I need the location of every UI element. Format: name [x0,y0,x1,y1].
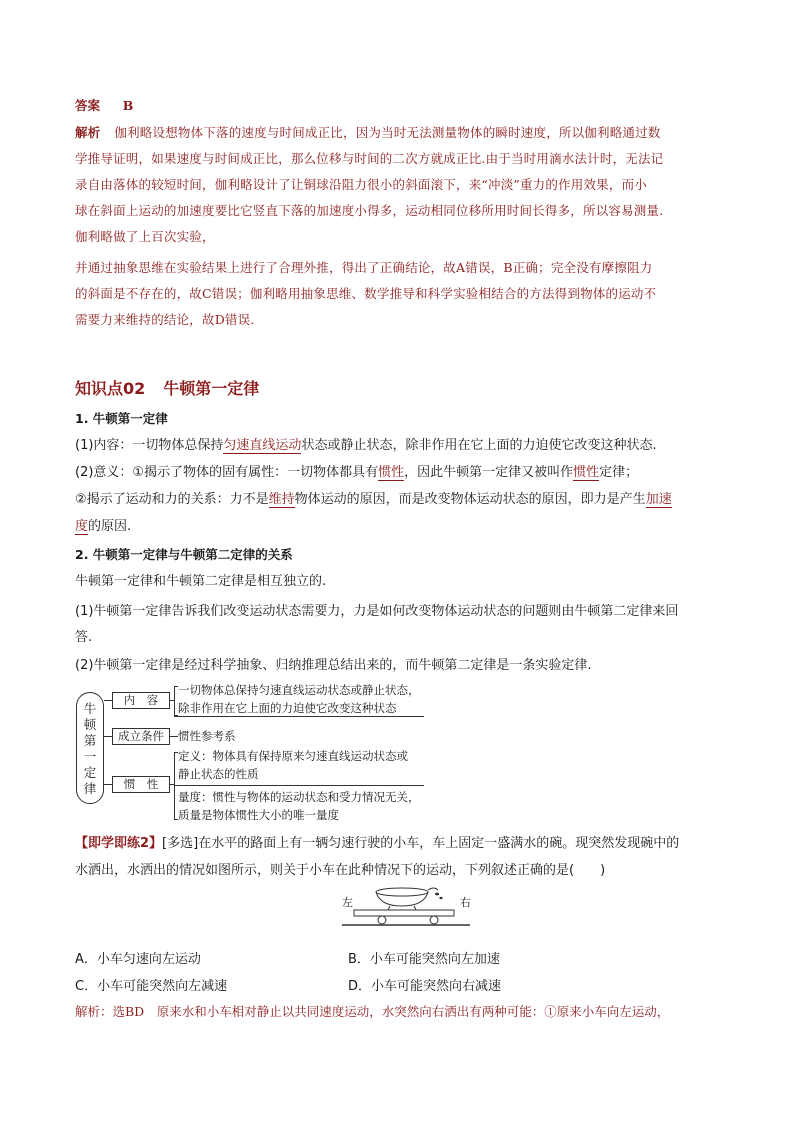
sub1-line-3: ②揭示了运动和力的关系：力不是维持物体运动的原因，而是改变物体运动状态的原因，即力是产生加速 [75,492,672,507]
label-left: 左 [342,896,353,909]
diagram-box-inertia: 惯 性 [112,776,170,793]
practice-question: 【即学即练2】[多选]在水平的路面上有一辆匀速行驶的小车，车上固定一盛满水的碗。现突然发现碗中的 水洒出，水洒出的情况如图所示，则关于小车在此种情况下的运动，下列叙述正确的是( ) [75,836,680,878]
sub1-line-2: (2)意义：①揭示了物体的固有属性：一切物体都具有惯性，因此牛顿第一定律又被叫作惯性定律； [75,465,639,480]
diagram-box2-text: 惯性参考系 [178,729,236,743]
sub1-line-4: 度的原因. [75,519,132,534]
option-a[interactable]: A．小车匀速向左运动 [75,952,201,967]
cart-bowl-drawing [340,884,472,934]
answer-value: B [122,98,134,113]
analysis-line-7: 的斜面是不存在的，故C错误；伽利略用抽象思维、数学推导和科学实验相结合的方法得到物体的运动不 [75,286,657,301]
sub2-line-1: 牛顿第一定律和牛顿第二定律是相互独立的. [75,574,327,589]
diagram-box3-meas-2: 质量是物体惯性大小的唯一量度 [178,808,339,822]
practice-tag: 【即学即练2】 [75,836,163,851]
analysis-line-8: 需要力来维持的结论，故D错误. [75,312,255,327]
analysis-label: 解析 [75,125,101,140]
sub2-line-4: (2)牛顿第一定律是经过科学抽象、归纳推理总结出来的，而牛顿第二定律是一条实验定律. [75,658,592,673]
diagram-box3-meas-1: 量度：惯性与物体的运动状态和受力情况无关， [178,790,420,804]
option-b[interactable]: B．小车可能突然向左加速 [348,952,500,967]
solution-line: 解析：选BD 原来水和小车相对静止以共同速度运动，水突然向右洒出有两种可能：①原来小车向左运动， [75,1004,670,1019]
answer-label: 答案 [75,98,101,113]
option-c[interactable]: C．小车可能突然向左减速 [75,979,228,994]
sub2-line-2: (1)牛顿第一定律告诉我们改变运动状态需要力，力是如何改变物体运动状态的问题则由牛顿第二定律来回 [75,604,679,619]
cart-figure [340,884,472,934]
option-d[interactable]: D．小车可能突然向右减速 [348,979,502,994]
diagram-box3-def-2: 静止状态的性质 [178,767,259,781]
diagram-box-condition: 成立条件 [112,728,170,745]
diagram-center: 牛 顿 第 一 定 律 [76,692,104,804]
diagram-box1-text-2: 除非作用在它上面的力迫使它改变这种状态 [178,701,397,715]
diagram-box1-text-1: 一切物体总保持匀速直线运动状态或静止状态， [178,683,420,697]
analysis-line-6: 并通过抽象思维在实验结果上进行了合理外推，得出了正确结论，故A错误，B正确；完全没有摩擦阻力 [75,260,653,275]
label-right: 右 [460,896,471,909]
sub2-line-3: 答. [75,630,93,645]
analysis-line-4: 球在斜面上运动的加速度要比它竖直下落的加速度小得多，运动相同位移所用时间长得多，所以容易测量. [75,203,664,218]
section-number: 知识点02 [75,379,146,398]
sub1-line-1: (1)内容：一切物体总保持匀速直线运动状态或静止状态，除非作用在它上面的力迫使它改变这种状态. [75,438,657,453]
answer-line [75,96,133,114]
analysis-line-3: 录自由落体的较短时间，伽利略设计了让铜球沿阻力很小的斜面滚下，来“冲淡”重力的作用效果，而小 [75,177,647,192]
section-title: 牛顿第一定律 [163,379,260,398]
section-heading [75,376,259,399]
sub1-title: 1. 牛顿第一定律 [75,411,168,426]
diagram-box-content: 内 容 [112,692,170,709]
diagram-box3-def-1: 定义：物体具有保持原来匀速直线运动状态或 [178,749,408,763]
analysis-line-2: 学推导证明，如果速度与时间成正比，那么位移与时间的二次方就成正比.由于当时用滴水法计时，无法记 [75,151,664,166]
analysis-line-1: 解析 伽利略设想物体下落的速度与时间成正比，因为当时无法测量物体的瞬时速度，所以伽利略通过数 [75,125,661,140]
sub2-title: 2. 牛顿第一定律与牛顿第二定律的关系 [75,547,293,562]
analysis-line-5: 伽利略做了上百次实验， [75,229,215,244]
